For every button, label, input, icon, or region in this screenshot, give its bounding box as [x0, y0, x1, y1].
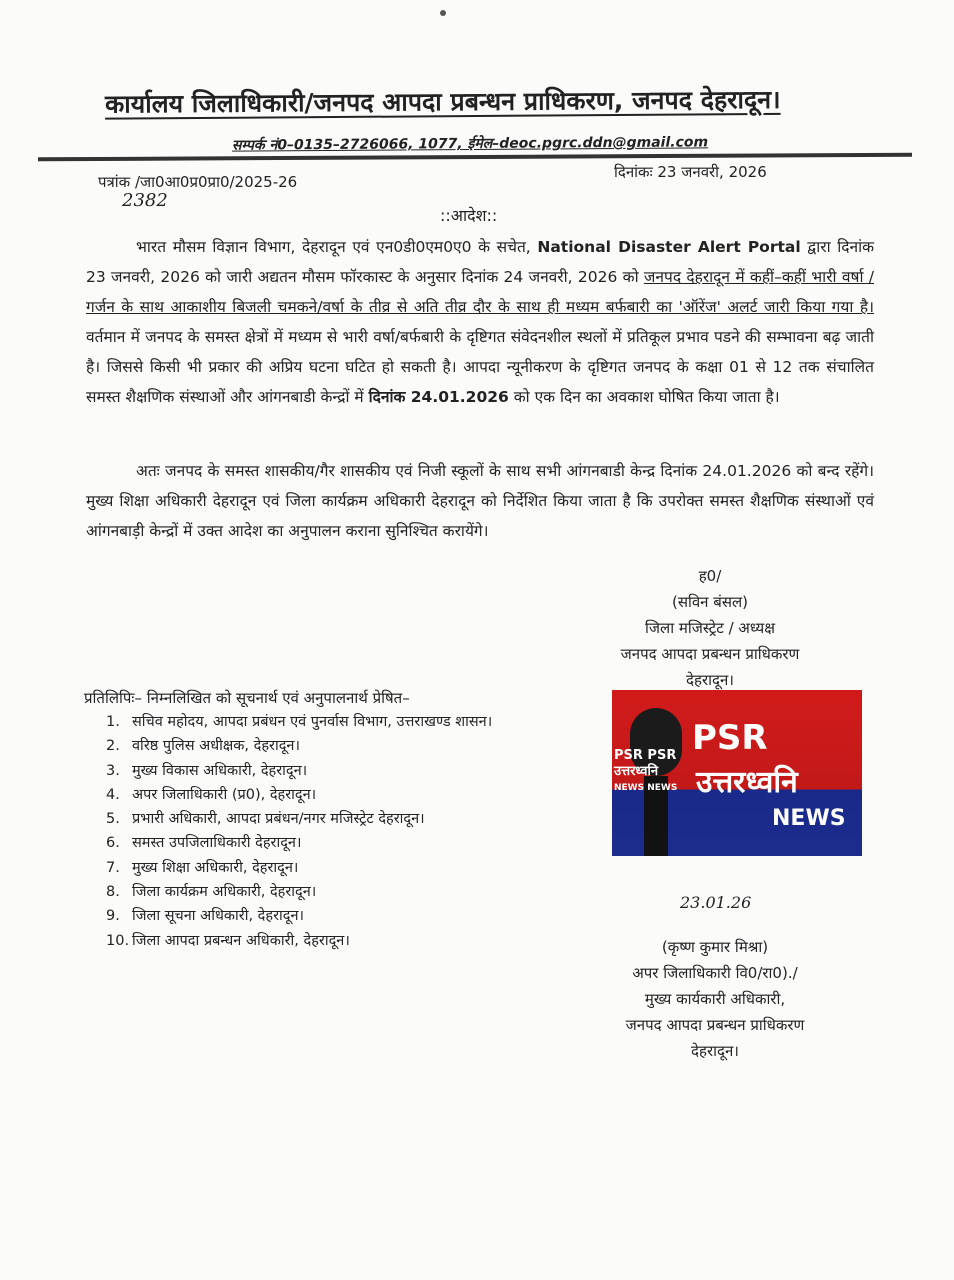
signatory-authority: जनपद आपदा प्रबन्धन प्राधिकरण: [625, 1016, 805, 1034]
list-text: प्रभारी अधिकारी, आपदा प्रबंधन/नगर मजिस्ट्रेट देहरादून।: [132, 811, 425, 828]
para1-holiday-date: दिनांक 24.01.2026: [368, 388, 509, 406]
para1-part1: भारत मौसम विज्ञान विभाग, देहरादून एवं एन0डी0एम0ए0 के सचेत,: [136, 238, 538, 256]
mic-badge-news: NEWS NEWS: [614, 783, 678, 793]
list-number: 2.: [106, 738, 120, 755]
header-rule: [38, 153, 912, 162]
para1-part5: वर्तमान में जनपद के समस्त क्षेत्रों में मध्यम से भारी वर्षा/बर्फबारी के दृष्टिगत संवेदनशील स्थलों में प्रतिकूल प्रभाव पडने की सम्भावना बढ़ जाती है। जिससे किसी भी प्रकार की अप्रिय घटना घटित हो सकती है। आपदा न्यूनीकरण के दृष्टिगत जनपद के कक्षा 01 से 12 तक संचालित समस्त शैक्षणिक संस्थाओं और आंगनबाडी केन्द्रों में: [86, 328, 874, 406]
list-item: [106, 807, 492, 831]
list-text: अपर जिलाधिकारी (प्र0), देहरादून।: [132, 786, 317, 803]
list-number: 8.: [106, 884, 120, 901]
order-paragraph-2: अतः जनपद के समस्त शासकीय/गैर शासकीय एवं निजी स्कूलों के साथ सभी आंगनबाडी केन्द्र दिनांक 24.01.2026 को बन्द रहेंगे। मुख्य शिक्षा अधिकारी देहरादून एवं जिला कार्यक्रम अधिकारी देहरादून को निर्देशित किया जाता है कि उपरोक्त समस्त शैक्षणिक संस्थाओं एवं आंगनबाड़ी केन्द्रों में उक्त आदेश का अनुपालन कराना सुनिश्चित करायेंगे।: [86, 462, 874, 540]
list-number: 5.: [106, 811, 120, 828]
para1-part3: द्वारा दिनांक 23 जनवरी, 2026 को जारी अद्यतन मौसम फॉरकास्ट के अनुसार दिनांक 24 जनवरी, 2026 को: [86, 238, 874, 286]
list-number: 9.: [106, 908, 120, 925]
mic-badge-name: उत्तरध्वनि: [614, 764, 659, 779]
para1-alert-text: जनपद देहरादून में कहीं–कहीं भारी वर्षा /गर्जन के साथ आकाशीय बिजली चमकने/वर्षा के तीव्र से अति तीव्र दौर के साथ ही मध्यम बर्फबारी का 'ऑरेंज' अलर्ट जारी किया गया है।: [86, 268, 874, 316]
order-paragraph-1: [86, 232, 874, 412]
contact-line: सम्पर्क नं0–0135–2726066, 1077, ईमेल–deoc.pgrc.ddn@gmail.com: [231, 134, 709, 154]
copy-to-list: [106, 710, 492, 953]
list-text: वरिष्ठ पुलिस अधीक्षक, देहरादून।: [132, 738, 300, 755]
list-text: जिला आपदा प्रबन्धन अधिकारी, देहरादून।: [132, 932, 350, 949]
signatory-block-2: [600, 934, 830, 1064]
speck: [440, 10, 446, 16]
list-item: [106, 783, 492, 807]
signatory-designation: अपर जिलाधिकारी वि0/रा0)./: [632, 964, 798, 982]
letter-number: पत्रांक /जा0आ0प्र0प्रा0/2025-26: [98, 173, 298, 191]
list-number: 1.: [106, 714, 120, 730]
mic-badge-brand: PSR PSR: [614, 748, 677, 763]
para1-portal-name: National Disaster Alert Portal: [537, 238, 801, 256]
list-text: मुख्य विकास अधिकारी, देहरादून।: [132, 762, 308, 779]
list-text: सचिव महोदय, आपदा प्रबंधन एवं पुनर्वास विभाग, उत्तराखण्ड शासन।: [132, 714, 493, 730]
copy-to-heading: प्रतिलिपिः– निम्नलिखित को सूचनार्थ एवं अनुपालनार्थ प्रेषित–: [84, 689, 410, 707]
handwritten-signature-date: 23.01.26: [680, 893, 752, 912]
psr-news-logo: [612, 690, 862, 856]
signatory-designation: जिला मजिस्ट्रेट / अध्यक्ष: [645, 619, 775, 637]
list-number: 10.: [106, 932, 130, 949]
list-number: 7.: [106, 859, 120, 876]
list-item: [106, 759, 492, 783]
logo-news: NEWS: [772, 806, 846, 831]
signatory-name: (सविन बंसल): [671, 593, 749, 611]
list-item: [106, 831, 492, 855]
list-item: [106, 929, 492, 953]
list-number: 3.: [106, 762, 120, 779]
signatory-block-1: [600, 563, 820, 693]
list-text: मुख्य शिक्षा अधिकारी, देहरादून।: [132, 859, 299, 876]
signatory-place: देहरादून।: [691, 1042, 739, 1060]
list-text: समस्त उपजिलाधिकारी देहरादून।: [132, 835, 302, 852]
list-number: 6.: [106, 835, 120, 852]
office-title: कार्यालय जिलाधिकारी/जनपद आपदा प्रबन्धन प्राधिकरण, जनपद देहरादून।: [104, 84, 781, 119]
signatory-authority: जनपद आपदा प्रबन्धन प्राधिकरण: [620, 645, 800, 663]
logo-name: उत्तरध्वनि: [696, 765, 798, 800]
order-heading: ::आदेश::: [440, 206, 498, 225]
handwritten-number: 2382: [122, 190, 168, 211]
list-item: [106, 710, 492, 734]
logo-brand: PSR: [692, 718, 768, 758]
list-item: [106, 880, 492, 904]
signatory-designation: मुख्य कार्यकारी अधिकारी,: [644, 990, 786, 1008]
list-number: 4.: [106, 786, 120, 803]
signatory-name: (कृष्ण कुमार मिश्रा): [661, 938, 769, 956]
list-text: जिला कार्यक्रम अधिकारी, देहरादून।: [132, 884, 317, 901]
para1-part7: को एक दिन का अवकाश घोषित किया जाता है।: [508, 388, 780, 406]
list-item: [106, 904, 492, 928]
letter-date: दिनांकः 23 जनवरी, 2026: [614, 163, 767, 181]
list-item: [106, 734, 492, 758]
signed-mark: ह0/: [698, 567, 722, 585]
signatory-place: देहरादून।: [686, 671, 734, 689]
list-item: [106, 856, 492, 880]
list-text: जिला सूचना अधिकारी, देहरादून।: [132, 908, 305, 925]
